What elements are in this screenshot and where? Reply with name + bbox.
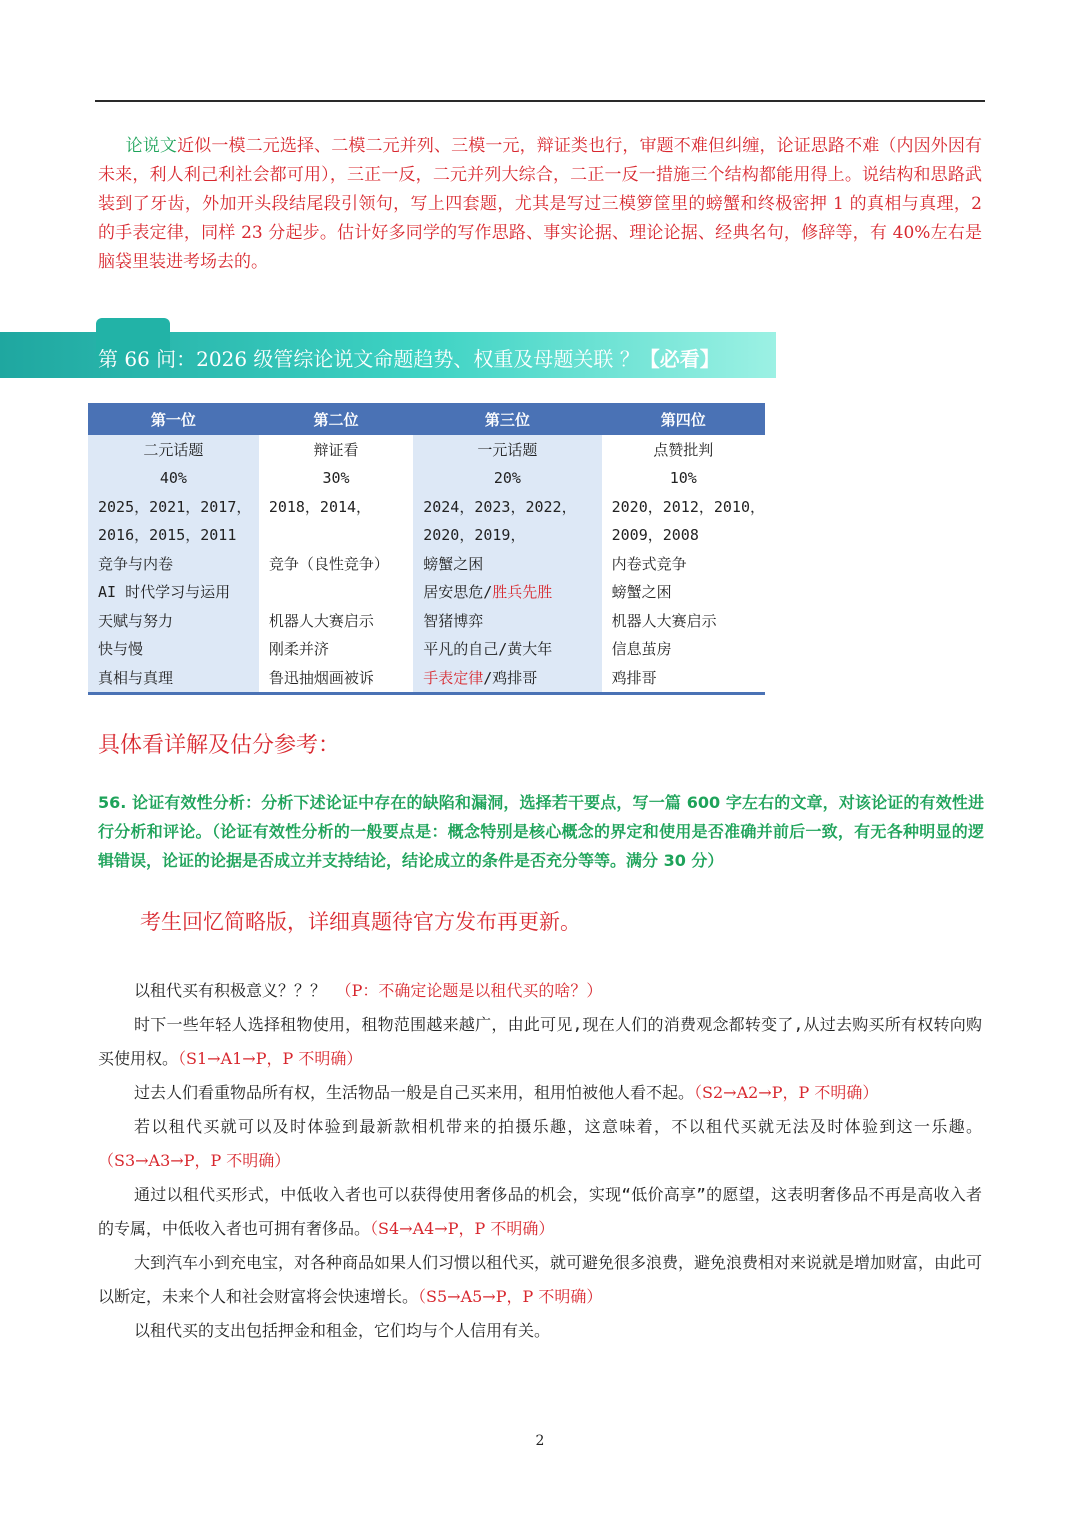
table-row-weight <box>88 464 765 493</box>
table-cell: 2016，2015，2011 <box>88 521 259 550</box>
paragraph-text: 以租代买有积极意义？？？ <box>134 981 327 1000</box>
table-cell: 内卷式竞争 <box>602 549 765 578</box>
table-cell <box>413 663 601 693</box>
intro-paragraph <box>98 132 982 277</box>
header-cell: 第三位 <box>413 403 601 435</box>
table-cell: 20% <box>413 464 601 493</box>
essay-paragraph <box>98 1076 982 1110</box>
header-cell: 第二位 <box>259 403 413 435</box>
essay-paragraph <box>98 1110 982 1178</box>
table-row-topic <box>88 663 765 693</box>
paragraph-text: 时下一些年轻人选择租物使用，租物范围越来越广，由此可见,现在人们的消费观念都转变了,从过去购买所有权转向购买使用权。 <box>98 1015 982 1068</box>
table-cell: 一元话题 <box>413 435 601 464</box>
essay-paragraph <box>98 1246 982 1314</box>
table-cell: 点赞批判 <box>602 435 765 464</box>
cell-text: /鸡排哥 <box>483 668 538 687</box>
question-56: 56. 论证有效性分析：分析下述论证中存在的缺陷和漏洞，选择若干要点，写一篇 600 字左右的文章，对该论证的有效性进行分析和评论。（论证有效性分析的一般要点是：概念特别是核心概念的界定和使用是否准确并前后一致，有无各种明显的逻辑错误，论证的论据是否成立并支持结论，结论成立的条件是否充分等等。满分 30 分） <box>98 793 984 870</box>
header-rule <box>95 100 985 102</box>
header-cell: 第一位 <box>88 403 259 435</box>
cell-text-red: 手表定律 <box>423 668 484 687</box>
table-cell: 二元话题 <box>88 435 259 464</box>
section-heading: 具体看详解及估分参考： <box>98 733 341 758</box>
table-cell: 辩证看 <box>259 435 413 464</box>
table-cell: 天赋与努力 <box>88 606 259 635</box>
question-66-title <box>98 343 720 372</box>
paragraph-note: （S2→A2→P，P 不明确） <box>694 1083 879 1102</box>
table-cell: 真相与真理 <box>88 663 259 693</box>
paragraph-text: 通过以租代买形式，中低收入者也可以获得使用奢侈品的机会，实现“低价高享”的愿望，这表明奢侈品不再是高收入者的专属，中低收入者也可拥有奢侈品。 <box>98 1185 982 1238</box>
essay-paragraph <box>98 1178 982 1246</box>
table-cell: 机器人大赛启示 <box>259 606 413 635</box>
paragraph-note: （S4→A4→P，P 不明确） <box>370 1219 555 1238</box>
paragraph-text: 若以租代买就可以及时体验到最新款相机带来的拍摄乐趣，这意味着，不以租代买就无法及时体验到这一乐趣。 <box>134 1117 982 1136</box>
paragraph-text: 以租代买的支出包括押金和租金，它们均与个人信用有关。 <box>134 1321 551 1340</box>
cell-text: 居安思危/ <box>423 583 493 602</box>
table-cell <box>259 521 413 550</box>
table-cell: 2025，2021，2017， <box>88 492 259 521</box>
page-number: 2 <box>535 1433 545 1449</box>
table-cell: 鸡排哥 <box>602 663 765 693</box>
table-cell: 竞争与内卷 <box>88 549 259 578</box>
table-cell: 智猪博弈 <box>413 606 601 635</box>
table-row-topic <box>88 635 765 664</box>
table-cell: 快与慢 <box>88 635 259 664</box>
table-cell: 信息茧房 <box>602 635 765 664</box>
paragraph-note: （S5→A5→P，P 不明确） <box>418 1287 603 1306</box>
must-read-tag: 【必看】 <box>639 347 720 371</box>
essay-paragraph <box>98 1008 982 1076</box>
table-cell: 平凡的自己/黄大年 <box>413 635 601 664</box>
cell-text-red: 胜兵先胜 <box>492 583 553 602</box>
table-cell: 40% <box>88 464 259 493</box>
table-row-topic <box>88 549 765 578</box>
banner-title: 第 66 问：2026 级管综论说文命题趋势、权重及母题关联 ？ <box>98 347 640 371</box>
essay-paragraph <box>98 974 982 1008</box>
table-cell <box>413 578 601 607</box>
table-cell: 刚柔并济 <box>259 635 413 664</box>
paragraph-note: （P：不确定论题是以租代买的啥？） <box>335 981 603 1000</box>
table-cell: 10% <box>602 464 765 493</box>
table-row-topic <box>88 578 765 607</box>
table-cell: 30% <box>259 464 413 493</box>
table-cell: 机器人大赛启示 <box>602 606 765 635</box>
table-row-years <box>88 492 765 521</box>
intro-text: 近似一模二元选择、二模二元并列、三模一元，辩证类也行，审题不难但纠缠，论证思路不难（内因外因有未来，利人利己利社会都可用），三正一反，二元并列大综合，二正一反一措施三个结构都能用得上。说结构和思路武装到了牙齿，外加开头段结尾段引领句，写上四套题，尤其是写过三模箩筐里的螃蟹和终极密押 1 的真相与真理，2 的手表定律，同样 23 分起步。估计好多同学的写作思路、事实论据、理论论据、经典名句，修辞等，有 40%左右是脑袋里装进考场去的。 <box>98 136 982 272</box>
paragraph-text: 大到汽车小到充电宝，对各种商品如果人们习惯以租代买，就可避免很多浪费，避免浪费相对来说就是增加财富，由此可以断定，未来个人和社会财富将会快速增长。 <box>98 1253 983 1306</box>
recall-note: 考生回忆简略版，详细真题待官方发布再更新。 <box>140 910 581 934</box>
table-cell: 鲁迅抽烟画被诉 <box>259 663 413 693</box>
intro-lead: 论说文 <box>125 136 178 156</box>
table-cell: 2020，2019， <box>413 521 601 550</box>
table-cell: 2024，2023，2022， <box>413 492 601 521</box>
table-header-row <box>88 403 765 435</box>
paragraph-note: （S3→A3→P，P 不明确） <box>98 1151 291 1170</box>
table-cell: 2018，2014， <box>259 492 413 521</box>
table-cell: 竞争（良性竞争） <box>259 549 413 578</box>
essay-paragraph <box>98 1314 982 1348</box>
table-cell <box>259 578 413 607</box>
table-cell: 2020，2012，2010， <box>602 492 765 521</box>
paragraph-note: （S1→A1→P，P 不明确） <box>178 1049 363 1068</box>
table-row-topic <box>88 606 765 635</box>
table-row-years <box>88 521 765 550</box>
table-cell: 螃蟹之困 <box>413 549 601 578</box>
header-cell: 第四位 <box>602 403 765 435</box>
paragraph-text: 过去人们看重物品所有权，生活物品一般是自己买来用，租用怕被他人看不起。 <box>134 1083 695 1102</box>
table-cell: 2009，2008 <box>602 521 765 550</box>
table-cell: 螃蟹之困 <box>602 578 765 607</box>
essay-body <box>98 974 982 1348</box>
table-cell: AI 时代学习与运用 <box>88 578 259 607</box>
table-row-type <box>88 435 765 464</box>
ranking-table <box>88 403 765 695</box>
